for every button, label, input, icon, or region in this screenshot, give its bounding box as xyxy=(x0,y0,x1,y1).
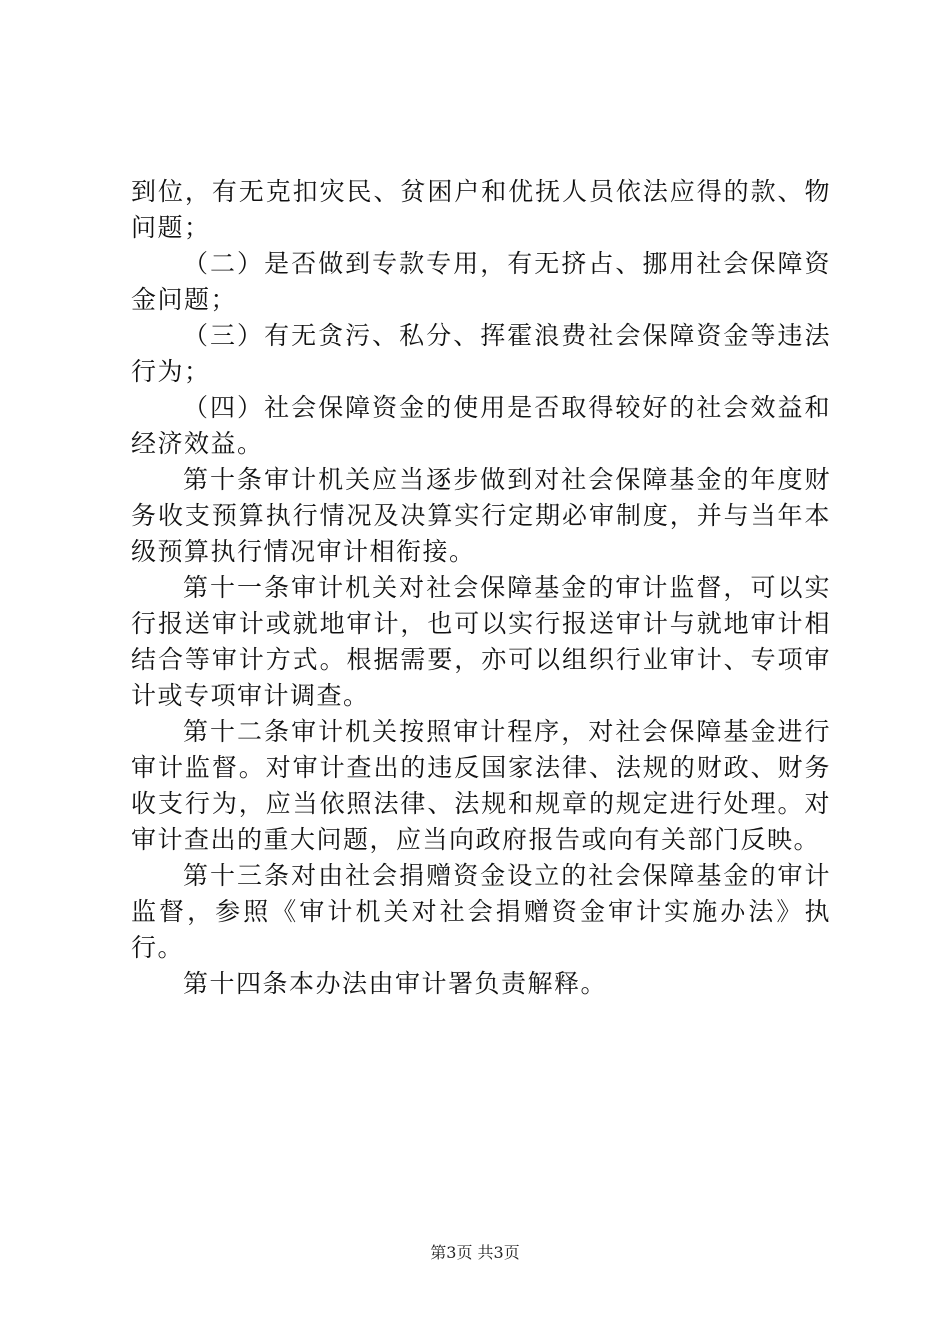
paragraph-article-10: 第十条审计机关应当逐步做到对社会保障基金的年度财务收支预算执行情况及决算实行定期必审制度，并与当年本级预算执行情况审计相衔接。 xyxy=(131,465,831,566)
paragraph-article-11: 第十一条审计机关对社会保障基金的审计监督，可以实行报送审计或就地审计，也可以实行报送审计与就地审计相结合等审计方式。根据需要，亦可以组织行业审计、专项审计或专项审计调查。 xyxy=(131,573,831,710)
paragraph-item-2: （二）是否做到专款专用，有无挤占、挪用社会保障资金问题； xyxy=(131,249,831,314)
paragraph-item-4: （四）社会保障资金的使用是否取得较好的社会效益和经济效益。 xyxy=(131,393,831,458)
paragraph-article-12: 第十二条审计机关按照审计程序，对社会保障基金进行审计监督。对审计查出的违反国家法律、法规的财政、财务收支行为，应当依照法律、法规和规章的规定进行处理。对审计查出的重大问题，应当向政府报告或向有关部门反映。 xyxy=(131,717,831,854)
page-number-footer: 第3页 共3页 xyxy=(430,1243,520,1262)
paragraph-item-3: （三）有无贪污、私分、挥霍浪费社会保障资金等违法行为； xyxy=(131,321,831,386)
paragraph-continuation: 到位，有无克扣灾民、贫困户和优抚人员依法应得的款、物问题； xyxy=(131,177,831,242)
document-body xyxy=(131,174,831,1002)
paragraph-article-13: 第十三条对由社会捐赠资金设立的社会保障基金的审计监督，参照《审计机关对社会捐赠资金审计实施办法》执行。 xyxy=(131,861,831,962)
paragraph-article-14: 第十四条本办法由审计署负责解释。 xyxy=(183,969,608,998)
